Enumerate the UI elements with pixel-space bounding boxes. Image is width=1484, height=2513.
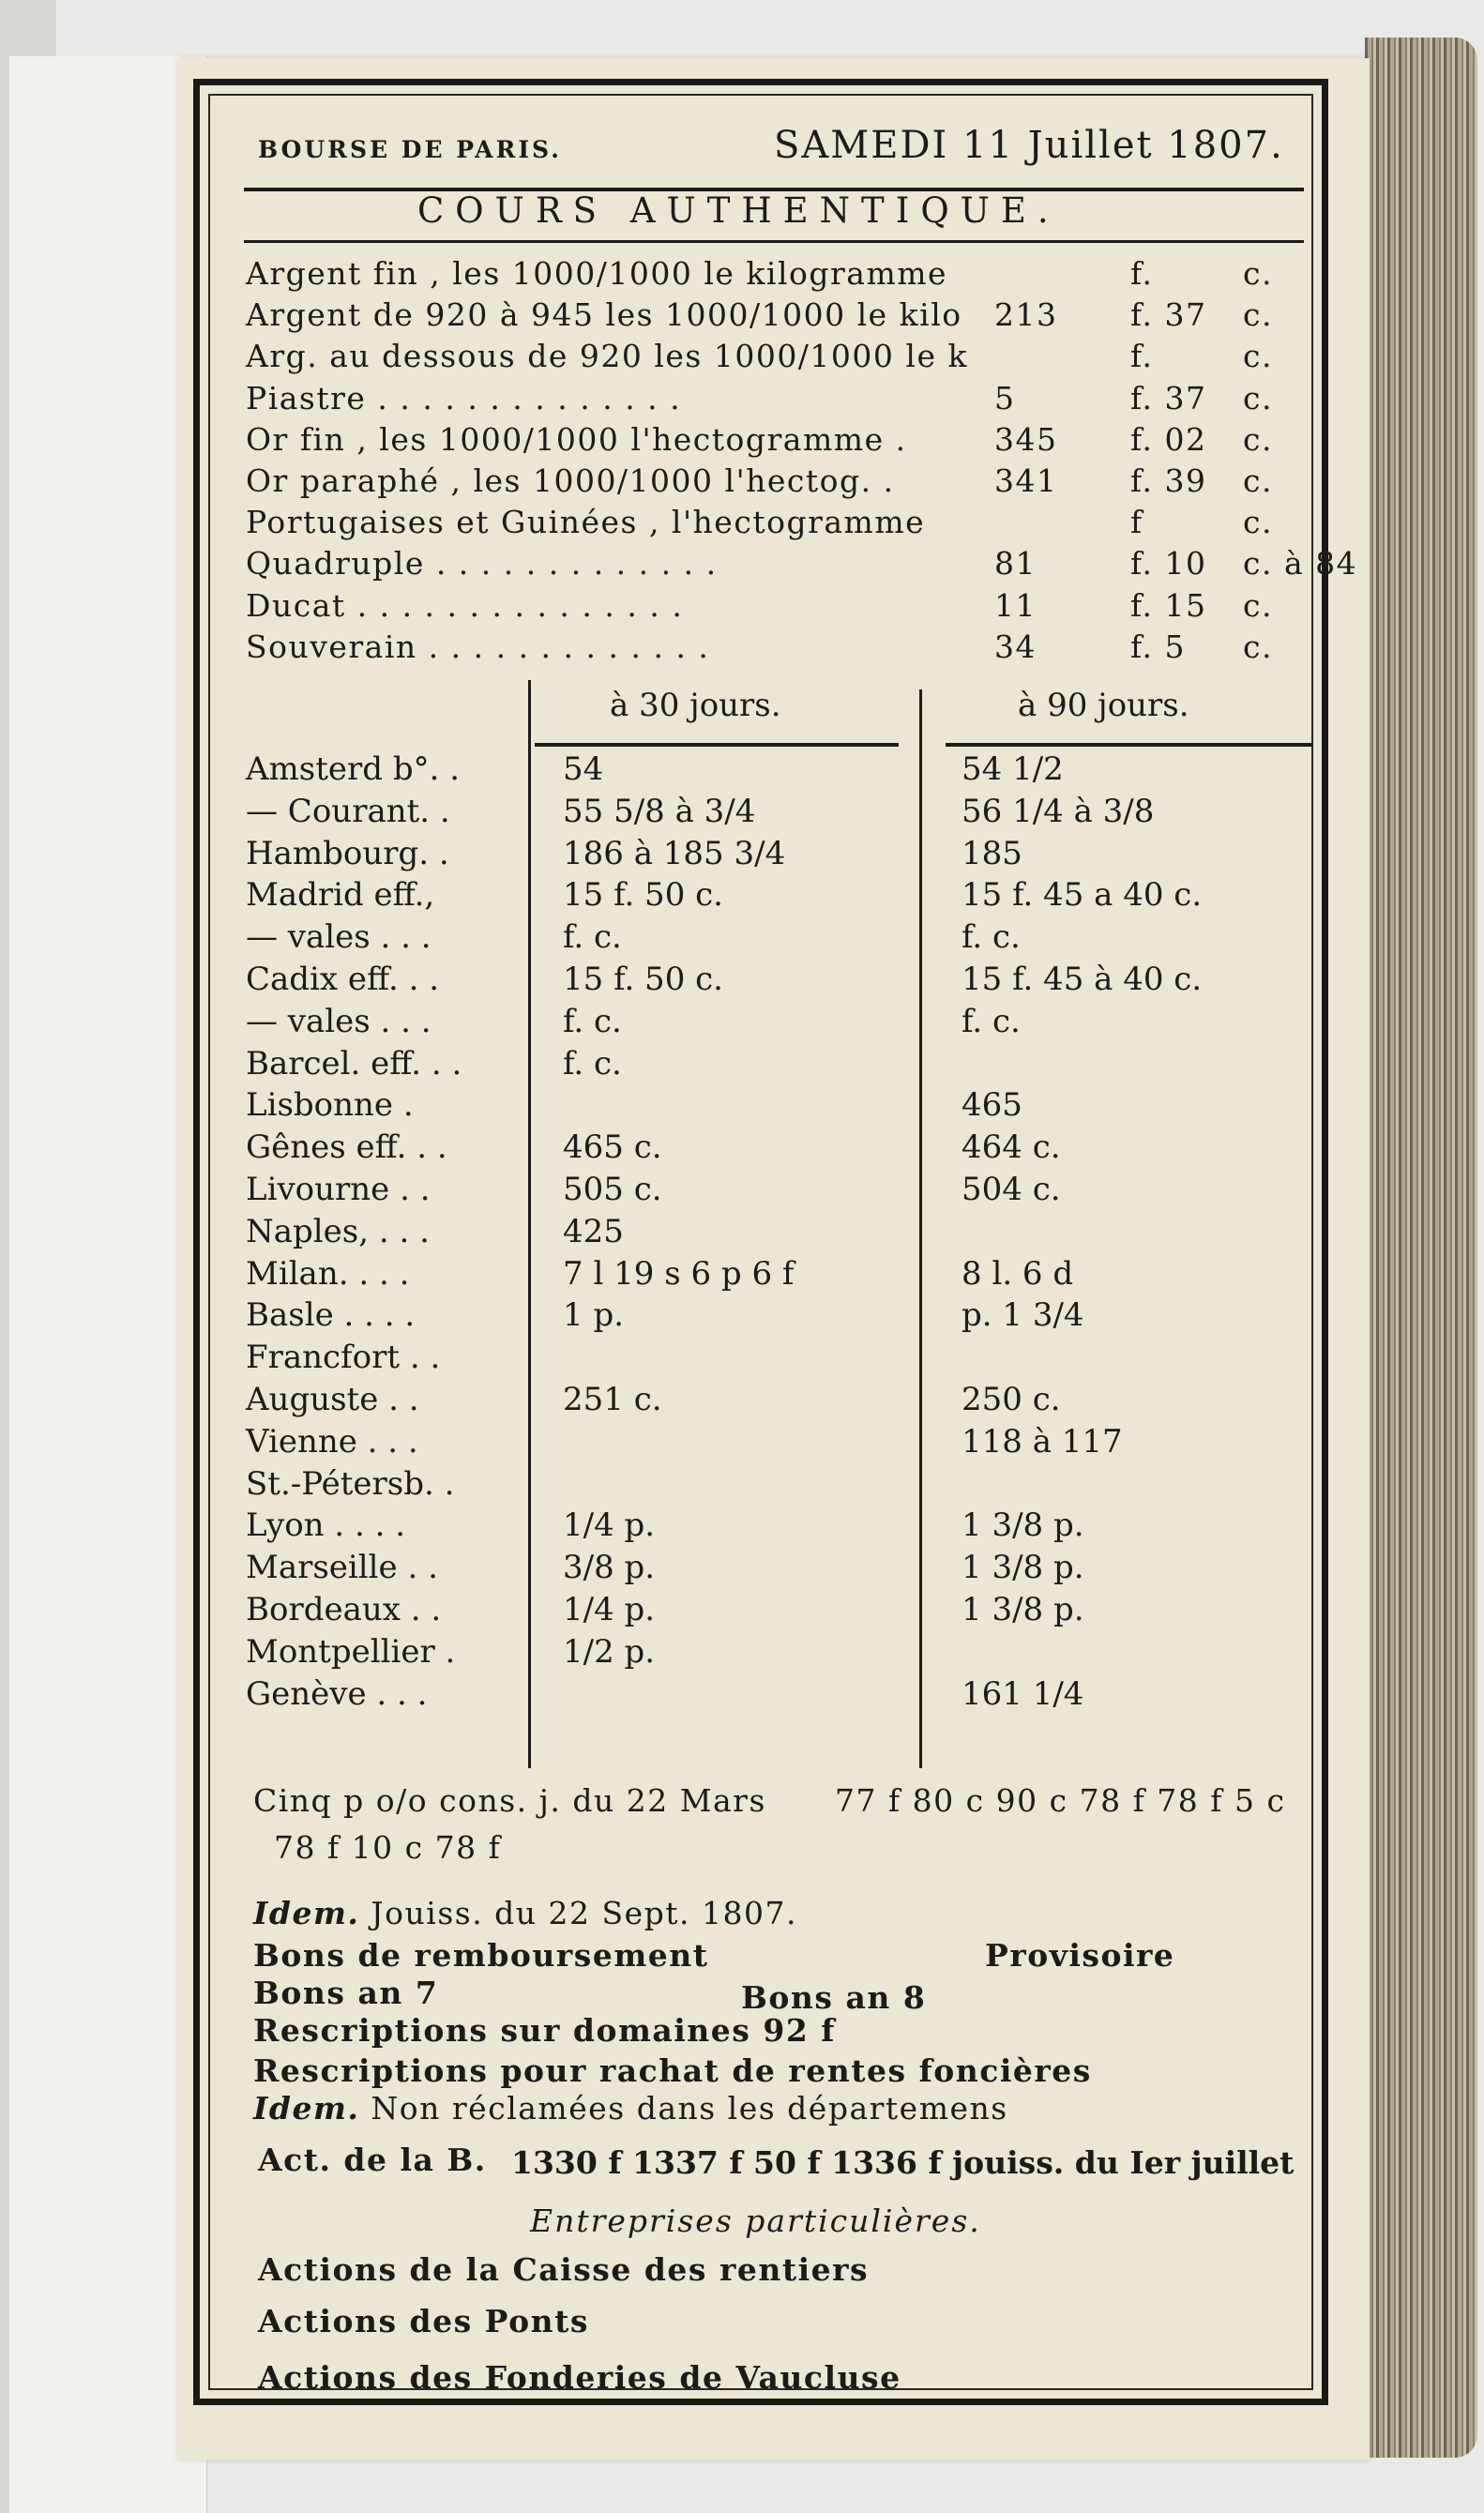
metal-price: 81 [994,545,1037,582]
page-title: COURS AUTHENTIQUE. [417,190,1060,231]
provisoire: Provisoire [985,1937,1175,1974]
header-left: BOURSE DE PARIS. [258,136,562,163]
metal-centimes: c. [1243,587,1273,624]
exchange-30-days: 1/4 p. [563,1591,656,1628]
bons-remboursement: Bons de remboursement [253,1937,709,1974]
exchange-place: — vales . . . [246,918,432,956]
exchange-90-days: f. c. [962,918,1021,956]
actions-caisse: Actions de la Caisse des rentiers [258,2251,870,2288]
exchange-30-days: 15 f. 50 c. [563,876,723,914]
column-rule-left [528,680,531,1768]
header-rule-30 [535,743,899,747]
header-90-days: à 90 jours. [1018,687,1189,724]
idem-non-reclamees [253,2090,1008,2127]
exchange-place: Naples, . . . [246,1213,430,1250]
exchange-place: Lisbonne . [246,1086,414,1124]
metal-francs: f. 5 [1130,628,1187,665]
metal-price: 34 [994,628,1037,665]
metal-label: Quadruple . . . . . . . . . . . . . [246,545,718,582]
metal-francs: f. [1130,338,1154,374]
metal-francs: f. 15 [1130,587,1207,624]
exchange-90-days: 161 1/4 [962,1675,1084,1713]
idem-line [253,1895,797,1931]
header-rule-90 [946,743,1313,747]
bons-an-8: Bons an 8 [741,1979,927,2016]
exchange-place: Bordeaux . . [246,1591,442,1628]
exchange-30-days: 251 c. [563,1381,662,1418]
exchange-90-days: 15 f. 45 à 40 c. [962,961,1203,998]
cinq-values: 77 f 80 c 90 c 78 f 78 f 5 c [835,1782,1286,1819]
exchange-90-days: f. c. [962,1003,1021,1040]
exchange-30-days: 54 [563,750,604,788]
metal-francs: f. [1130,255,1154,292]
exchange-place: Montpellier . [246,1633,456,1671]
metal-francs: f [1130,504,1143,540]
title-rule [244,240,1304,243]
act-values: 1330 f 1337 f 50 f 1336 f jouiss. du Ier juillet [511,2144,1295,2181]
exchange-90-days: 464 c. [962,1128,1061,1166]
exchange-90-days: 1 3/8 p. [962,1549,1084,1586]
exchange-place: Milan. . . . [246,1255,410,1293]
metal-label: Arg. au dessous de 920 les 1000/1000 le k [246,338,968,374]
metal-price: 213 [994,296,1058,333]
metal-centimes: c. à 84 [1243,545,1358,582]
exchange-place: — Courant. . [246,793,450,830]
metal-price: 345 [994,421,1058,458]
exchange-place: Amsterd b°. . [246,750,461,788]
actions-fonderies: Actions des Fonderies de Vaucluse [258,2359,901,2396]
exchange-30-days: 1/4 p. [563,1506,656,1544]
metal-label: Portugaises et Guinées , l'hectogramme [246,504,926,540]
page-edges [1365,38,1477,2458]
exchange-90-days: 8 l. 6 d [962,1255,1074,1293]
exchange-30-days: f. c. [563,918,622,956]
metal-label: Ducat . . . . . . . . . . . . . . . [246,587,684,624]
cinq-label: Cinq p o/o cons. j. du 22 Mars [253,1782,766,1819]
exchange-place: St.-Pétersb. . [246,1465,455,1503]
exchange-90-days: 56 1/4 à 3/8 [962,793,1155,830]
exchange-place: Barcel. eff. . . [246,1045,462,1082]
exchange-place: Lyon . . . . [246,1506,406,1544]
exchange-30-days: 15 f. 50 c. [563,961,723,998]
exchange-place: Francfort . . [246,1339,441,1376]
exchange-place: Basle . . . . [246,1296,416,1334]
idem-text: Jouiss. du 22 Sept. 1807. [371,1895,797,1931]
exchange-place: Livourne . . [246,1171,431,1208]
exchange-30-days: 465 c. [563,1128,662,1166]
header-30-days: à 30 jours. [610,687,781,724]
exchange-30-days: 186 à 185 3/4 [563,835,786,872]
header-date: SAMEDI 11 Juillet 1807. [774,124,1284,167]
metal-label: Souverain . . . . . . . . . . . . . [246,628,710,665]
metal-price: 11 [994,587,1037,624]
cinq-continuation: 78 f 10 c 78 f [274,1829,502,1866]
exchange-30-days: 425 [563,1213,624,1250]
exchange-place: Auguste . . [246,1381,419,1418]
metal-centimes: c. [1243,296,1273,333]
exchange-90-days: 504 c. [962,1171,1061,1208]
exchange-place: Madrid eff., [246,876,435,914]
exchange-90-days: 1 3/8 p. [962,1591,1084,1628]
exchange-30-days: 1 p. [563,1296,625,1334]
metal-francs: f. 02 [1130,421,1207,458]
metal-francs: f. 37 [1130,380,1207,416]
metal-centimes: c. [1243,504,1273,540]
actions-ponts: Actions des Ponts [258,2303,589,2339]
exchange-30-days: 3/8 p. [563,1549,656,1586]
metal-centimes: c. [1243,380,1273,416]
entreprises-heading: Entreprises particulières. [530,2203,981,2239]
rescriptions-domaines: Rescriptions sur domaines 92 f [253,2012,836,2049]
act-label: Act. de la B. [258,2142,487,2178]
exchange-place: Marseille . . [246,1549,438,1586]
exchange-place: Genève . . . [246,1675,428,1713]
exchange-place: — vales . . . [246,1003,432,1040]
exchange-90-days: 54 1/2 [962,750,1064,788]
metal-centimes: c. [1243,462,1273,499]
metal-label: Argent de 920 à 945 les 1000/1000 le kilo [246,296,962,333]
column-rule-middle [919,689,922,1768]
exchange-90-days: 465 [962,1086,1022,1124]
metal-centimes: c. [1243,628,1273,665]
metal-centimes: c. [1243,255,1273,292]
idem-italic: Idem. [253,1895,360,1931]
exchange-30-days: 505 c. [563,1171,662,1208]
exchange-place: Cadix eff. . . [246,961,440,998]
exchange-90-days: 1 3/8 p. [962,1506,1084,1544]
bons-an-7: Bons an 7 [253,1975,439,2011]
idem2-italic: Idem. [253,2090,360,2127]
metal-label: Or paraphé , les 1000/1000 l'hectog. . [246,462,895,499]
metal-francs: f. 10 [1130,545,1207,582]
idem2-text: Non réclamées dans les départemens [371,2090,1008,2127]
metal-francs: f. 37 [1130,296,1207,333]
metal-centimes: c. [1243,421,1273,458]
metal-label: Argent fin , les 1000/1000 le kilogramme [246,255,948,292]
metal-label: Piastre . . . . . . . . . . . . . . [246,380,682,416]
exchange-90-days: 15 f. 45 a 40 c. [962,876,1203,914]
metal-price: 341 [994,462,1058,499]
exchange-30-days: 7 l 19 s 6 p 6 f [563,1255,795,1293]
metal-label: Or fin , les 1000/1000 l'hectogramme . [246,421,907,458]
exchange-90-days: 185 [962,835,1022,872]
exchange-90-days: p. 1 3/4 [962,1296,1084,1334]
exchange-90-days: 250 c. [962,1381,1061,1418]
metal-price: 5 [994,380,1016,416]
exchange-30-days: 55 5/8 à 3/4 [563,793,756,830]
exchange-place: Gênes eff. . . [246,1128,447,1166]
metal-centimes: c. [1243,338,1273,374]
exchange-30-days: f. c. [563,1003,622,1040]
exchange-place: Vienne . . . [246,1423,418,1461]
metal-francs: f. 39 [1130,462,1207,499]
exchange-place: Hambourg. . [246,835,449,872]
exchange-90-days: 118 à 117 [962,1423,1123,1461]
exchange-30-days: 1/2 p. [563,1633,656,1671]
rescriptions-rachat: Rescriptions pour rachat de rentes foncières [253,2052,1092,2089]
exchange-30-days: f. c. [563,1045,622,1082]
